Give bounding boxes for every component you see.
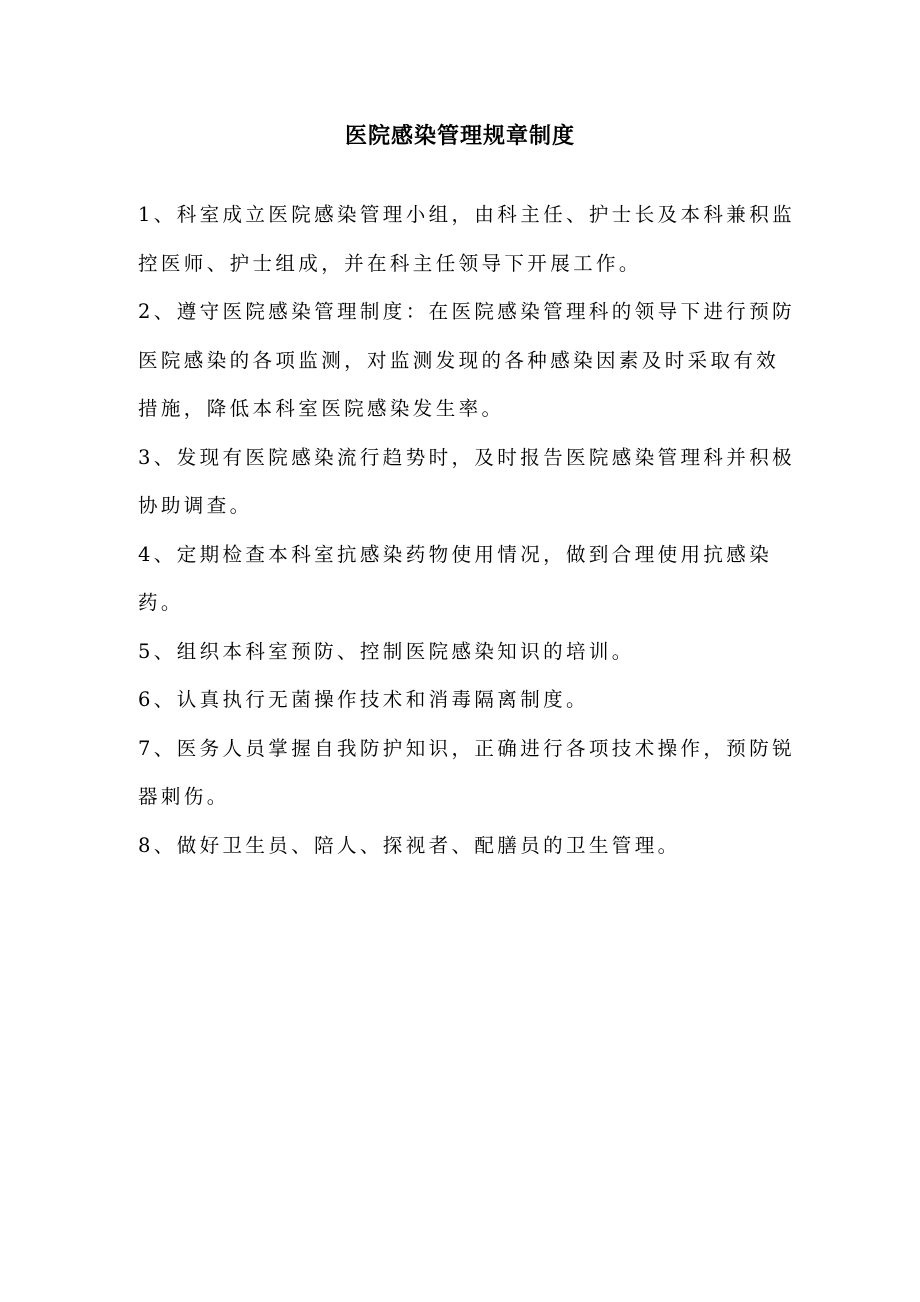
page-title: 医院感染管理规章制度 bbox=[344, 123, 575, 149]
rules-list bbox=[138, 191, 798, 870]
rule-item-3: 3、发现有医院感染流行趋势时，及时报告医院感染管理科并积极协助调查。 bbox=[138, 445, 796, 517]
rule-item-1: 1、科室成立医院感染管理小组，由科主任、护士长及本科兼积监控医师、护士组成，并在科主任领导下开展工作。 bbox=[138, 203, 796, 275]
rule-item-8: 8、做好卫生员、陪人、探视者、配膳员的卫生管理。 bbox=[138, 833, 681, 857]
rule-item-7: 7、医务人员掌握自我防护知识，正确进行各项技术操作，预防锐器刺伤。 bbox=[138, 736, 796, 808]
rule-item-5: 5、组织本科室预防、控制医院感染知识的培训。 bbox=[138, 639, 635, 663]
rule-item-6: 6、认真执行无菌操作技术和消毒隔离制度。 bbox=[138, 688, 589, 711]
rule-item-4: 4、定期检查本科室抗感染药物使用情况，做到合理使用抗感染药。 bbox=[138, 542, 773, 614]
rule-item-2: 2、遵守医院感染管理制度：在医院感染管理科的领导下进行预防医院感染的各项监测，对监测发现的各种感染因素及时采取有效措施，降低本科室医院感染发生率。 bbox=[138, 300, 796, 420]
